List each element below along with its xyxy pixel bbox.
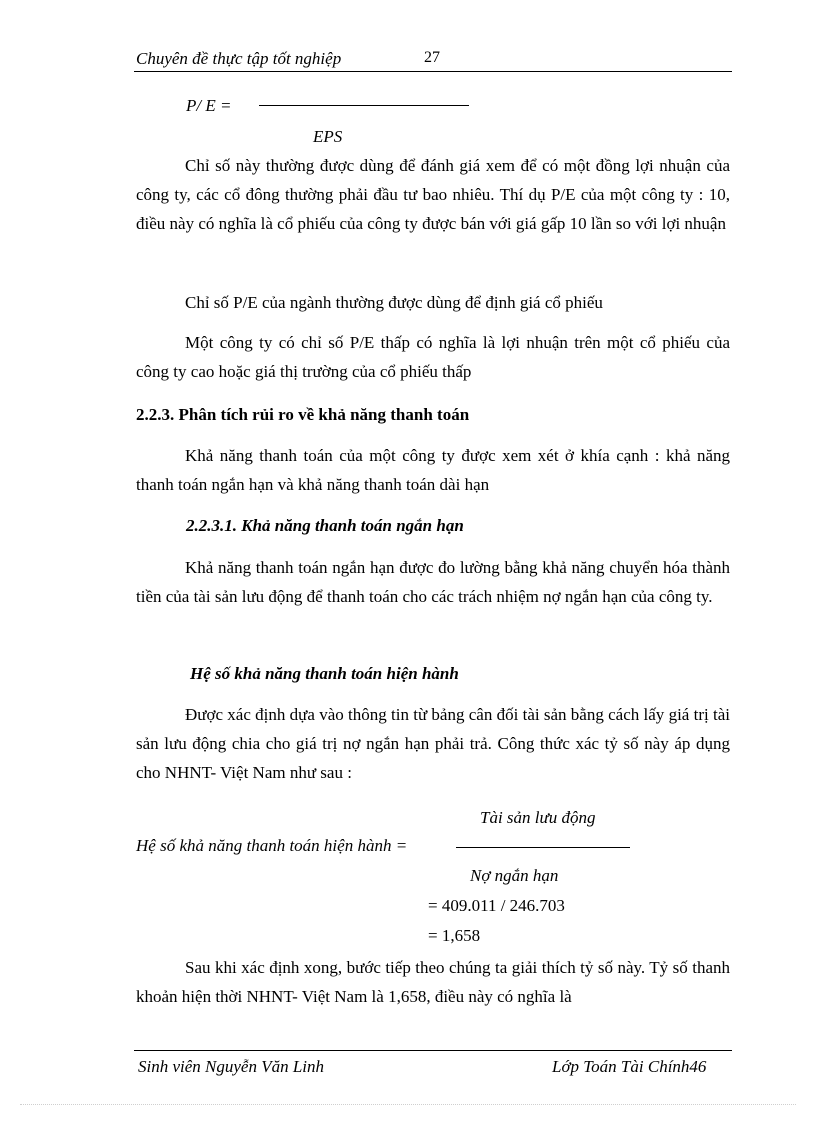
pe-formula-lhs: P/ E = [186, 96, 232, 115]
footer-student: Sinh viên Nguyễn Văn Linh [138, 1057, 325, 1076]
ratio-result: = 1,658 [428, 926, 481, 945]
paragraph-pe-explanation: Chỉ số này thường được dùng để đánh giá xem để có một đồng lợi nhuận của công ty, các cổ đông thường phải đầu tư bao nhiêu. Thí dụ P/E của một công ty : 10, điều này có nghĩa là cổ phiếu của công ty được bán với giá gấp 10 lần so với lợi nhuận [136, 156, 730, 233]
ratio-numerator: Tài sản lưu động [480, 808, 596, 827]
footer-class: Lớp Toán Tài Chính46 [552, 1057, 707, 1076]
pe-fraction-bar [259, 105, 469, 106]
pe-formula-denominator: EPS [313, 127, 343, 146]
header-title: Chuyên đề thực tập tốt nghiệp [136, 49, 342, 68]
ratio-formula-lhs: Hệ số khả năng thanh toán hiện hành = [136, 836, 408, 855]
paragraph-pe-low: Một công ty có chỉ số P/E thấp có nghĩa là lợi nhuận trên một cổ phiếu của công ty cao hoặc giá thị trường của cổ phiếu thấp [136, 333, 730, 381]
paragraph-short-term: Khả năng thanh toán ngắn hạn được đo lường bằng khả năng chuyển hóa thành tiền của tài sản lưu động để thanh toán cho các trách nhiệm nợ ngắn hạn của công ty. [136, 558, 730, 606]
page-bottom-dotted-line [20, 1104, 796, 1105]
ratio-calculation: = 409.011 / 246.703 [428, 896, 565, 915]
ratio-fraction-bar [456, 847, 630, 848]
subheading-current-ratio: Hệ số khả năng thanh toán hiện hành [190, 664, 459, 683]
section-heading: 2.2.3. Phân tích rủi ro về khả năng thanh toán [136, 405, 470, 424]
paragraph-ratio-interpretation: Sau khi xác định xong, bước tiếp theo chúng ta giải thích tỷ số này. Tỷ số thanh khoản hiện thời NHNT- Việt Nam là 1,658, điều này có nghĩa là [136, 958, 730, 1006]
paragraph-liquidity-intro: Khả năng thanh toán của một công ty được xem xét ở khía cạnh : khả năng thanh toán ngắn hạn và khả năng thanh toán dài hạn [136, 446, 730, 494]
page-number: 27 [424, 49, 440, 66]
header-rule [134, 71, 732, 72]
footer-rule [134, 1050, 732, 1051]
paragraph-ratio-definition: Được xác định dựa vào thông tin từ bảng cân đối tài sản bằng cách lấy giá trị tài sản lưu động chia cho giá trị nợ ngắn hạn phải trả. Công thức xác tỷ số này áp dụng cho NHNT- Việt Nam như sau : [136, 705, 730, 782]
ratio-denominator: Nợ ngắn hạn [470, 866, 559, 885]
paragraph-pe-industry: Chỉ số P/E của ngành thường được dùng để định giá cổ phiếu [185, 293, 603, 312]
subsection-heading: 2.2.3.1. Khả năng thanh toán ngắn hạn [186, 516, 464, 535]
